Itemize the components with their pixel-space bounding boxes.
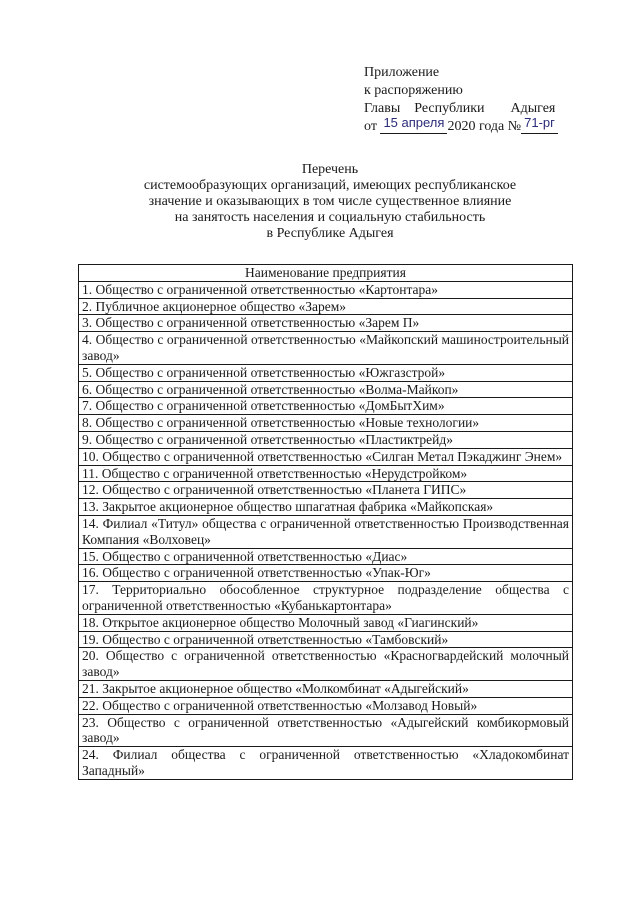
number-handwritten-field	[521, 115, 558, 134]
table-cell: 21. Закрытое акционерное общество «Молкомбинат «Адыгейский»	[79, 680, 573, 697]
title-line-5: в Республике Адыгея	[266, 226, 394, 241]
table-row	[79, 448, 573, 465]
table-row	[79, 381, 573, 398]
table-cell: 8. Общество с ограниченной ответственностью «Новые технологии»	[79, 415, 573, 432]
title-line-4: на занятость населения и социальную стабильность	[174, 210, 486, 225]
table-cell: 23. Общество с ограниченной ответственностью «Адыгейский комбикормовый завод»	[79, 714, 573, 747]
table-row	[79, 714, 573, 747]
table-cell: 7. Общество с ограниченной ответственностью «ДомБытХим»	[79, 398, 573, 415]
date-handwritten-field	[380, 115, 447, 134]
table-cell: 2. Публичное акционерное общество «Зарем»	[79, 298, 573, 315]
table-row	[79, 315, 573, 332]
table-row	[79, 364, 573, 381]
table-row	[79, 332, 573, 365]
table-cell: 15. Общество с ограниченной ответственностью «Диас»	[79, 548, 573, 565]
table-row	[79, 747, 573, 780]
appendix-word-glavy: Главы	[364, 101, 401, 116]
table-cell: 13. Закрытое акционерное общество шпагатная фабрика «Майкопская»	[79, 499, 573, 516]
number-handwritten: 71-рг	[524, 115, 555, 130]
table-cell: 24. Филиал общества с ограниченной ответственностью «Хладокомбинат Западный»	[79, 747, 573, 780]
table-cell: 3. Общество с ограниченной ответственностью «Зарем П»	[79, 315, 573, 332]
table-cell: 5. Общество с ограниченной ответственностью «Южгазстрой»	[79, 364, 573, 381]
table-row	[79, 398, 573, 415]
table-cell: 14. Филиал «Титул» общества с ограниченной ответственностью Производственная Компания «Волховец»	[79, 515, 573, 548]
appendix-line-2: к распоряжению	[364, 83, 463, 98]
title-line-1: Перечень	[301, 162, 359, 177]
table-row	[79, 614, 573, 631]
table-row	[79, 680, 573, 697]
appendix-block	[364, 64, 558, 136]
table-row	[79, 697, 573, 714]
date-year: 2020 года №	[447, 119, 522, 134]
table-row	[79, 482, 573, 499]
table-header: Наименование предприятия	[79, 265, 573, 282]
document-title	[100, 162, 560, 242]
table-cell: 10. Общество с ограниченной ответственностью «Силган Метал Пэкаджинг Энем»	[79, 448, 573, 465]
table-cell: 11. Общество с ограниченной ответственностью «Нерудстройком»	[79, 465, 573, 482]
table-row	[79, 631, 573, 648]
table-row	[79, 281, 573, 298]
table-cell: 6. Общество с ограниченной ответственностью «Волма-Майкоп»	[79, 381, 573, 398]
title-line-3: значение и оказывающих в том числе существенное влияние	[148, 194, 512, 209]
table-cell: 18. Открытое акционерное общество Молочный завод «Гиагинский»	[79, 614, 573, 631]
table-row	[79, 565, 573, 582]
enterprise-table	[78, 264, 573, 780]
table-row	[79, 499, 573, 516]
table-cell: 1. Общество с ограниченной ответственностью «Картонтара»	[79, 281, 573, 298]
table-row	[79, 648, 573, 681]
table-row	[79, 431, 573, 448]
date-handwritten: 15 апреля	[383, 115, 445, 130]
table-cell: 4. Общество с ограниченной ответственностью «Майкопский машиностроительный завод»	[79, 332, 573, 365]
appendix-word-adygeya: Адыгея	[510, 101, 556, 116]
table-row	[79, 298, 573, 315]
table-row	[79, 415, 573, 432]
table-row	[79, 548, 573, 565]
appendix-word-respubliki: Республики	[414, 101, 485, 116]
table-cell: 16. Общество с ограниченной ответственностью «Упак-Юг»	[79, 565, 573, 582]
table-cell: 22. Общество с ограниченной ответственностью «Молзавод Новый»	[79, 697, 573, 714]
table-row	[79, 582, 573, 615]
table-cell: 12. Общество с ограниченной ответственностью «Планета ГИПС»	[79, 482, 573, 499]
date-prefix: от	[364, 119, 377, 134]
table-cell: 9. Общество с ограниченной ответственностью «Пластиктрейд»	[79, 431, 573, 448]
appendix-line-1: Приложение	[364, 65, 440, 80]
appendix-date-line	[364, 115, 558, 136]
table-cell: 20. Общество с ограниченной ответственностью «Красногвардейский молочный завод»	[79, 648, 573, 681]
table-row	[79, 515, 573, 548]
table-header-row	[79, 265, 573, 282]
title-line-2: системообразующих организаций, имеющих республиканское	[143, 178, 517, 193]
table-cell: 17. Территориально обособленное структурное подразделение общества с ограниченной ответственностью «Кубанькартонтара»	[79, 582, 573, 615]
table-row	[79, 465, 573, 482]
table-cell: 19. Общество с ограниченной ответственностью «Тамбовский»	[79, 631, 573, 648]
